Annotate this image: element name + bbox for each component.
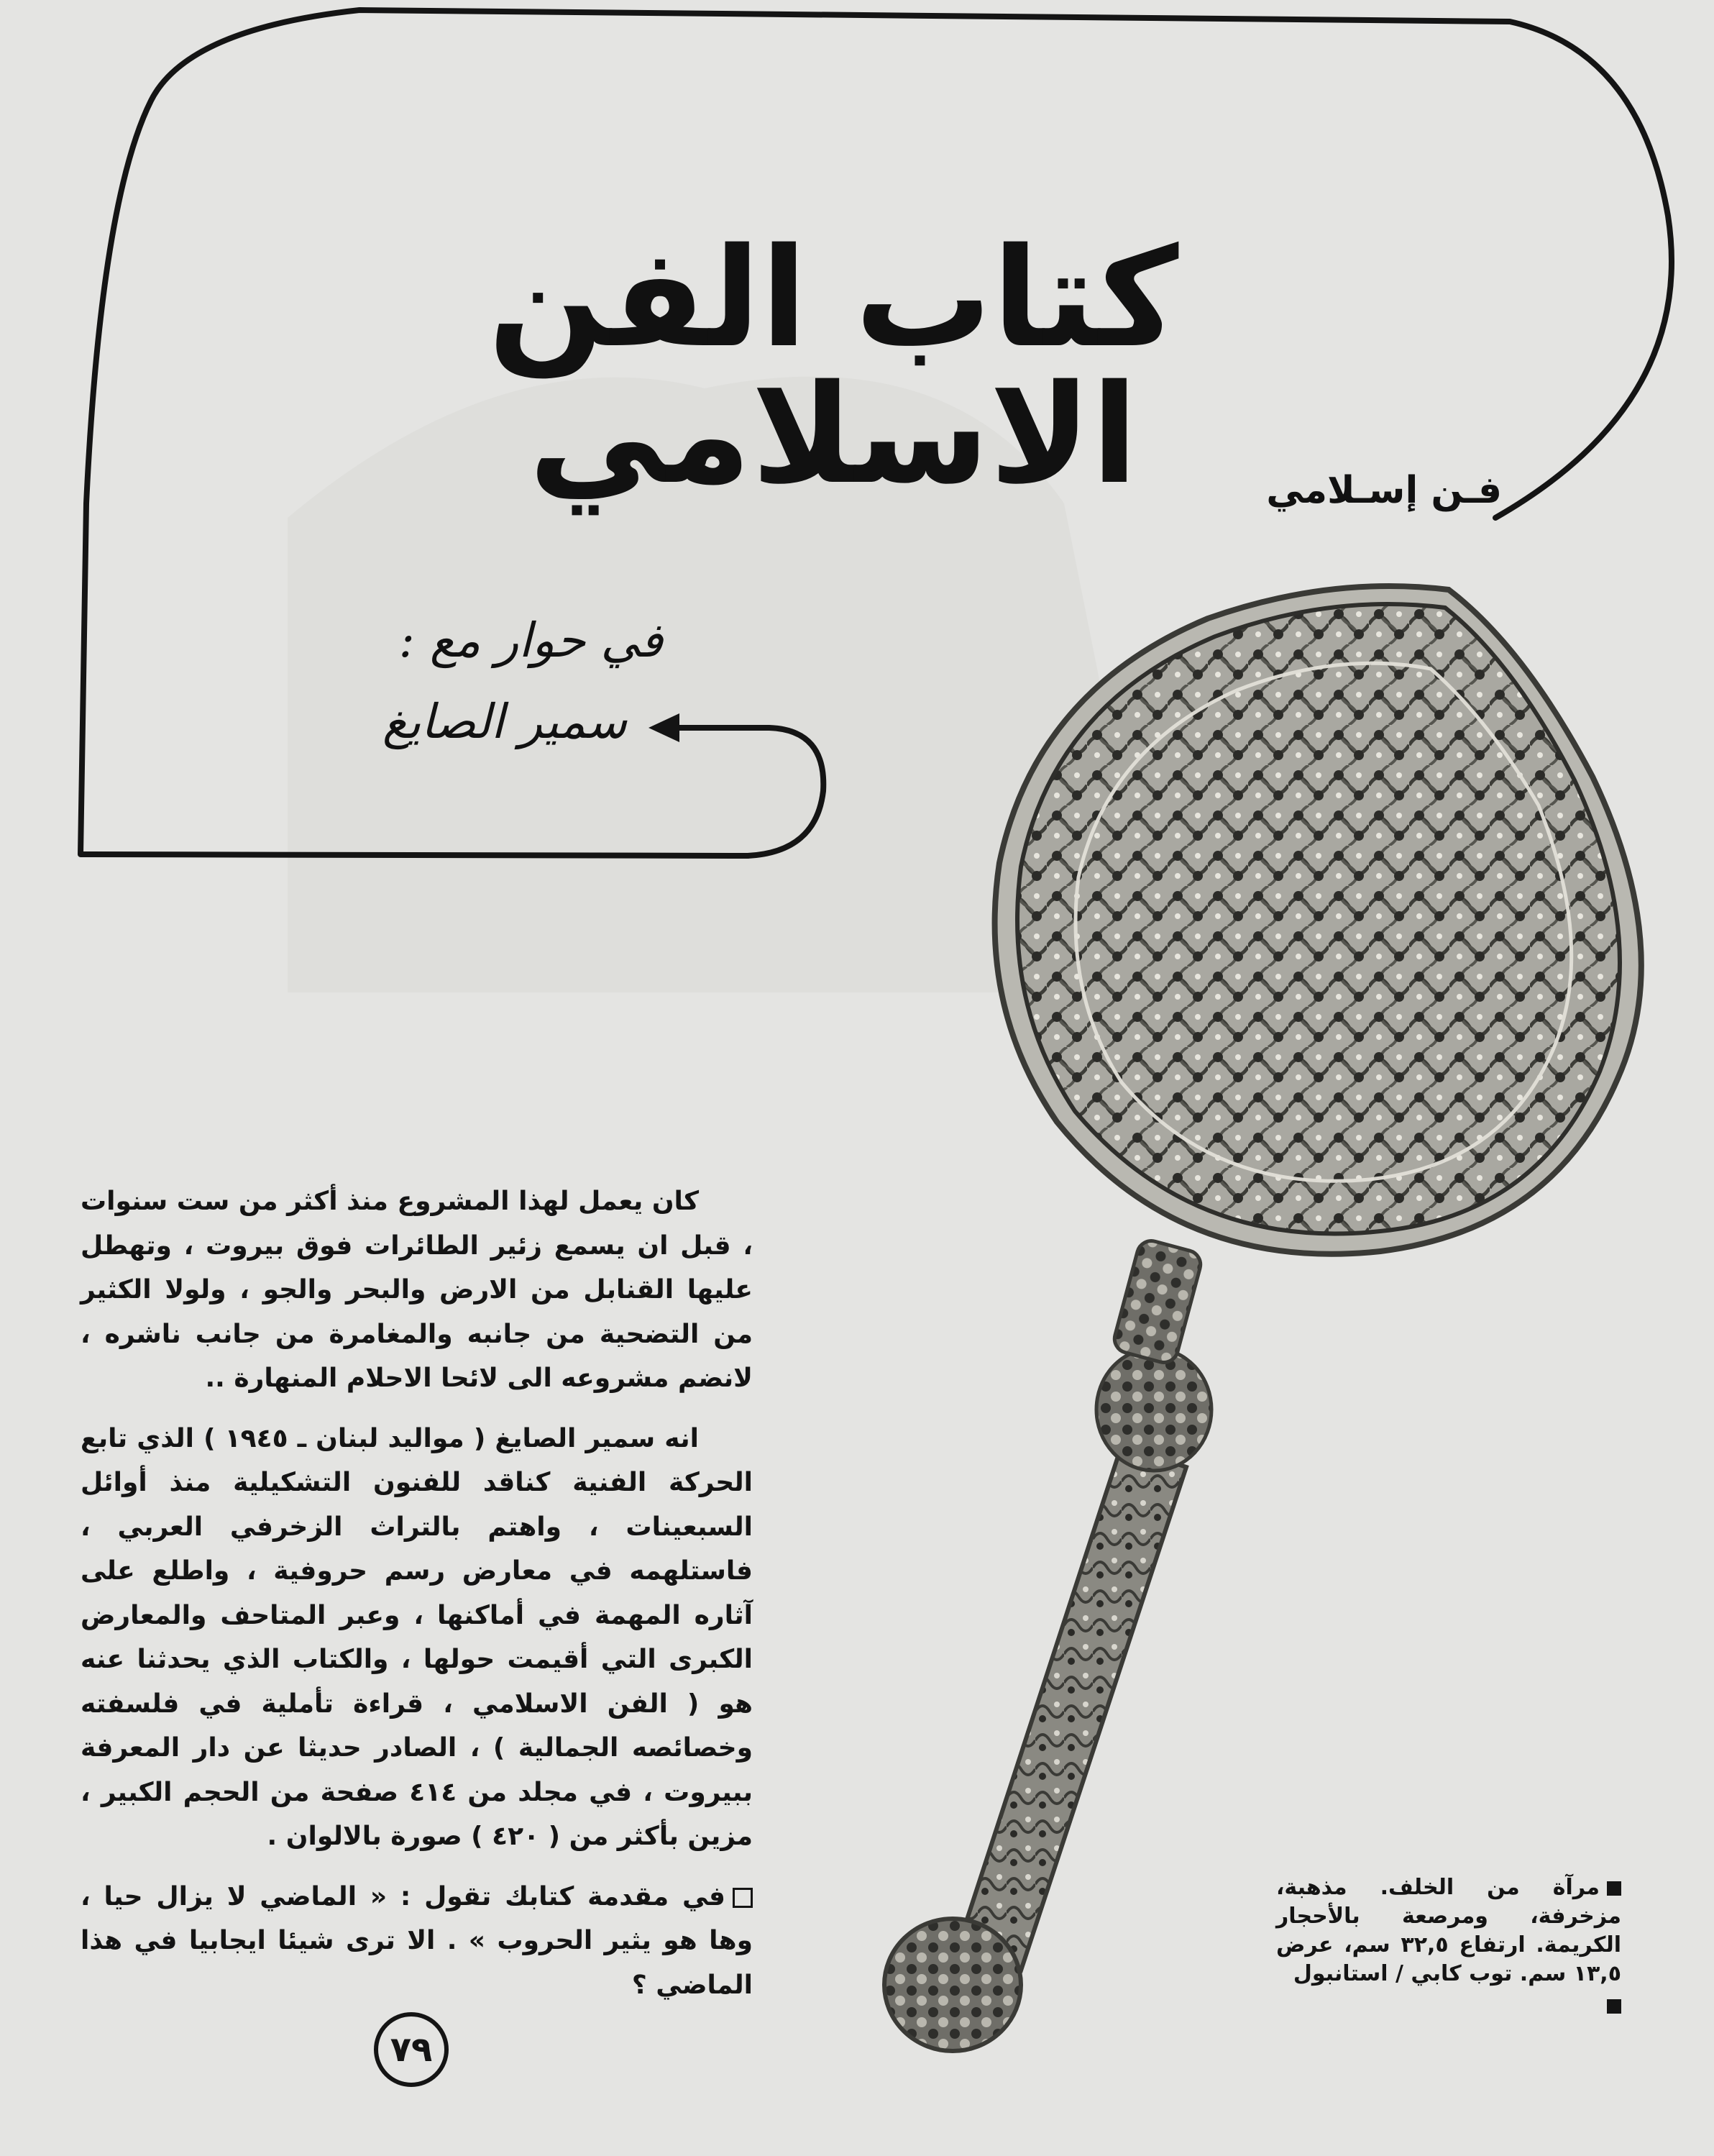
interview-question-text: في مقدمة كتابك تقول : « الماضي لا يزال حيا ، وها هو يثير الحروب » . الا ترى شيئا ايجابيا في هذا الماضي ؟ <box>81 1881 753 2000</box>
article-body <box>81 1179 753 2007</box>
question-box-icon <box>733 1888 753 1908</box>
caption-end-square-icon <box>1607 1999 1621 2014</box>
interview-intro: في حوار مع : <box>398 613 663 668</box>
article-title: كتاب الفن الاسلامي <box>487 219 1179 514</box>
article-paragraph-1: كان يعمل لهذا المشروع منذ أكثر من ست سنوات ، قبل ان يسمع زئير الطائرات فوق بيروت ، وتهطل عليها القنابل من الارض والبحر والجو ، ولولا الكثير من التضحية من جانبه والمغامرة من جانب ناشره ، لانضم مشروعه الى لائحا الاحلام المنهارة .. <box>81 1187 753 1393</box>
article-paragraph-2: انه سمير الصايغ ( مواليد لبنان ـ ١٩٤٥ ) الذي تابع الحركة الفنية كناقد للفنون التشكيلية منذ أوائل السبعينات ، واهتم بالتراث الزخرفي العربي ، فاستلهمه في معارض رسم حروفية ، واطلع على آثاره المهمة في أماكنها ، وعبر المتاحف والمعارض الكبرى التي أقيمت حولها ، والكتاب الذي يحدثنا عنه هو ( الفن الاسلامي ، قراءة تأملية في فلسفته وخصائصه الجمالية ) ، الصادر حديثا عن دار المعرفة ببيروت ، في مجلد من ٤١٤ صفحة من الحجم الكبير ، مزين بأكثر من ( ٤٢٠ ) صورة بالالوان . <box>81 1423 753 1851</box>
image-caption <box>1276 1873 1621 2017</box>
interviewee-name: سمير الصايغ <box>382 694 627 749</box>
page-number: ٧٩ <box>374 2012 449 2087</box>
caption-square-icon <box>1607 1881 1621 1896</box>
caption-text: مرآة من الخلف. مذهبة، مزخرفة، ومرصعة بالأحجار الكريمة. ارتفاع ٣٢,٥ سم، عرض ١٣,٥ سم. توب كابي / استانبول <box>1276 1875 1621 1986</box>
section-label: فـن إسـلامي <box>1266 469 1502 512</box>
mirror-knob <box>884 1919 1021 2051</box>
mirror-collar <box>1096 1348 1211 1471</box>
interview-question <box>81 1875 753 2008</box>
mirror-handle <box>956 1445 1186 1970</box>
